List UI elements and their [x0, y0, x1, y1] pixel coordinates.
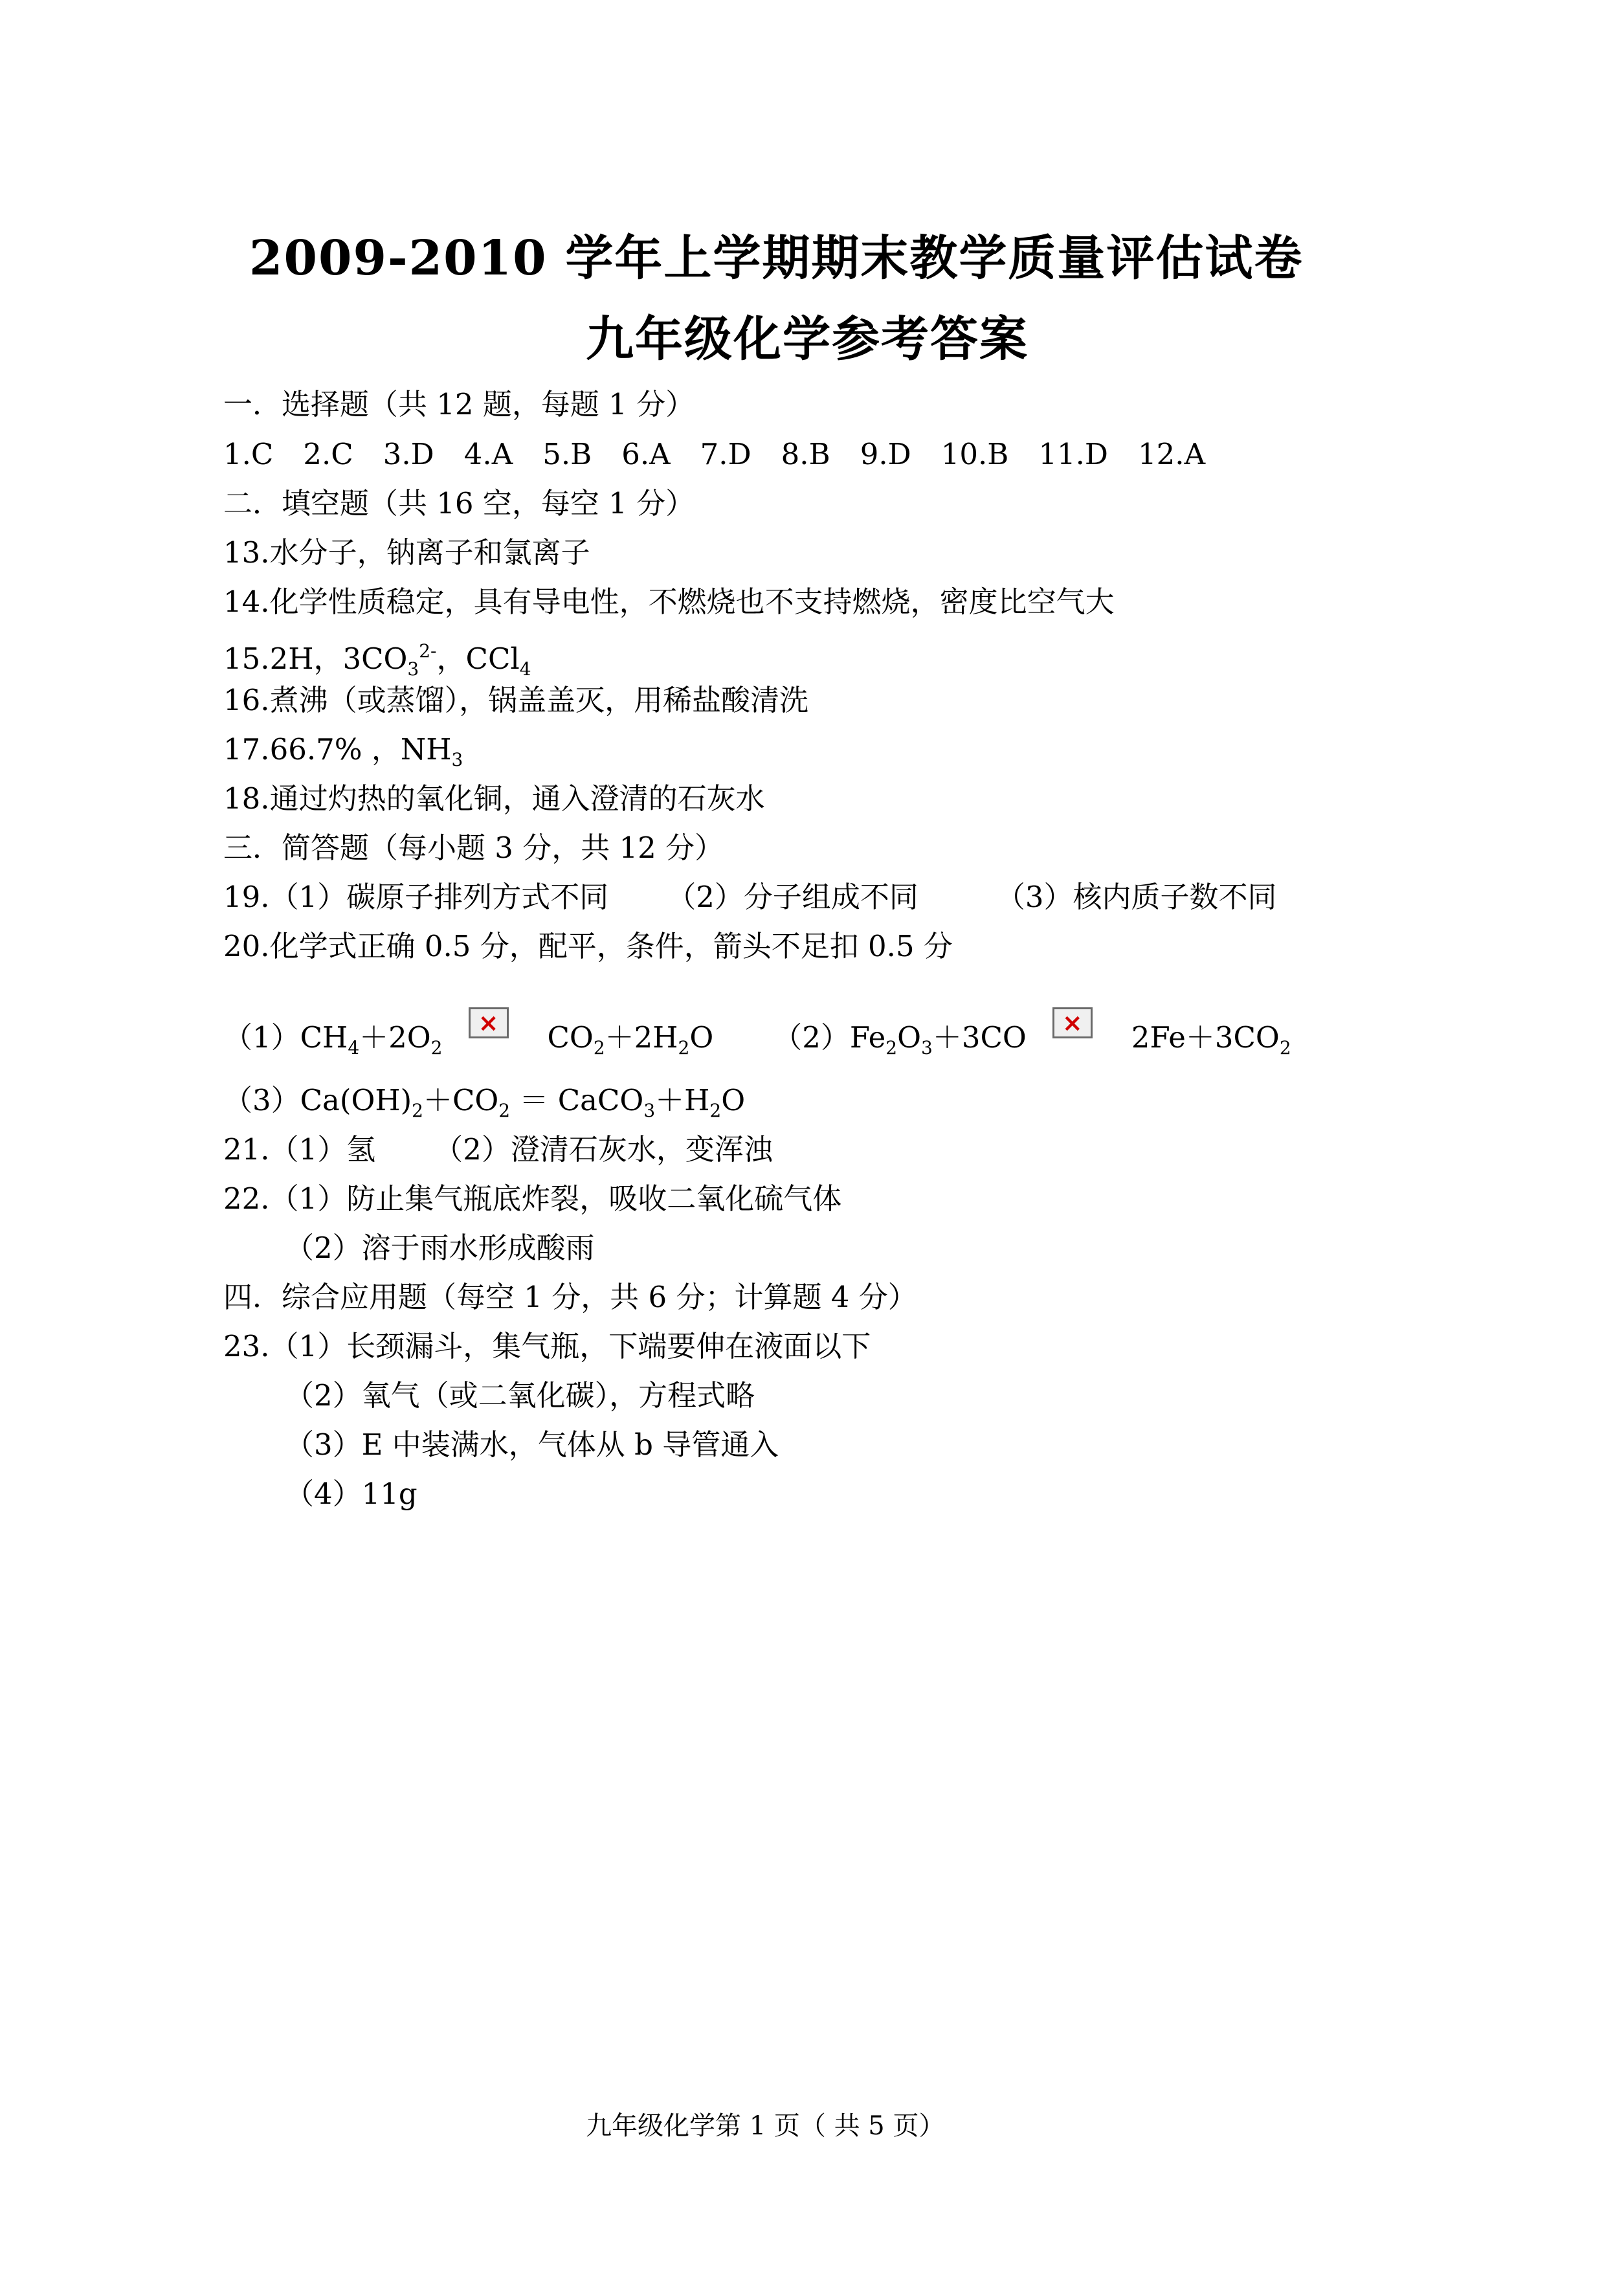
answer-8: 8.B [781, 437, 830, 471]
document-subtitle: 九年级化学参考答案 [586, 311, 1029, 367]
broken-image-icon [469, 1007, 509, 1038]
answer-13: 13.水分子，钠离子和氯离子 [223, 535, 590, 570]
section1-heading: 一．选择题（共 12 题，每题 1 分） [223, 387, 695, 421]
answer-1: 1.C [223, 437, 274, 471]
equation-3: $(3)Ca(OH)_2+CO_2$ ＝ $CaCO_3+H_2O$ [223, 1083, 746, 1121]
answer-21: 21.（1）氢 （2）澄清石灰水，变浑浊 [223, 1132, 773, 1167]
equation-row-1 [223, 1007, 1291, 1068]
answer-16: 16.煮沸（或蒸馏），锅盖盖灭，用稀盐酸清洗 [223, 683, 809, 717]
answer-2: 2.C [303, 437, 353, 471]
answer-7: 7.D [700, 437, 751, 471]
answer-17: 17.66.7% ，$NH_3$ [223, 732, 463, 770]
answer-23-part2: （2）氧气（或二氧化碳），方程式略 [285, 1378, 755, 1413]
answer-22-part2: （2）溶于雨水形成酸雨 [285, 1231, 595, 1265]
answer-14: 14.化学性质稳定，具有导电性，不燃烧也不支持燃烧，密度比空气大 [223, 585, 1115, 619]
answer-12: 12.A [1138, 437, 1206, 471]
answer-18: 18.通过灼热的氧化铜，通入澄清的石灰水 [223, 781, 765, 816]
answer-22-part1: 22.（1）防止集气瓶底炸裂，吸收二氧化硫气体 [223, 1181, 842, 1216]
answer-9: 9.D [860, 437, 911, 471]
answer-23-part1: 23.（1）长颈漏斗，集气瓶，下端要伸在液面以下 [223, 1329, 871, 1363]
broken-image-icon [1052, 1007, 1093, 1038]
answer-15: 15.2H，$3CO_3^{2-}$，CCl$_4$ [223, 640, 531, 680]
answer-23-part4: （4）11g [285, 1477, 417, 1511]
answer-5: 5.B [542, 437, 592, 471]
answer-23-part3: （3）E 中装满水，气体从 b 导管通入 [285, 1427, 779, 1462]
equation-1: $(1)CH_4+2O_2\times CO_2+2H_2O$ [223, 1020, 713, 1055]
choice-answers [223, 435, 1235, 474]
section4-heading: 四．综合应用题（每空 1 分，共 6 分；计算题 4 分） [223, 1280, 917, 1314]
answer-10: 10.B [940, 437, 1009, 471]
answer-3: 3.D [383, 437, 434, 471]
document-title: 2009-2010 学年上学期期末教学质量评估试卷 [249, 230, 1304, 286]
answer-6: 6.A [621, 437, 671, 471]
answer-20: 20.化学式正确 0.5 分，配平，条件，箭头不足扣 0.5 分 [223, 929, 953, 963]
equation-2: $(2)Fe_2O_3+3CO\times 2Fe+3CO_2$ [773, 1020, 1291, 1055]
answer-11: 11.D [1038, 437, 1108, 471]
answer-19: 19.（1）碳原子排列方式不同 （2）分子组成不同 （3）核内质子数不同 [223, 880, 1277, 914]
answer-4: 4.A [463, 437, 513, 471]
section2-heading: 二．填空题（共 16 空，每空 1 分） [223, 486, 695, 520]
page-footer: 九年级化学第 1 页（ 共 5 页） [586, 2111, 945, 2141]
section3-heading: 三．简答题（每小题 3 分，共 12 分） [223, 831, 724, 865]
